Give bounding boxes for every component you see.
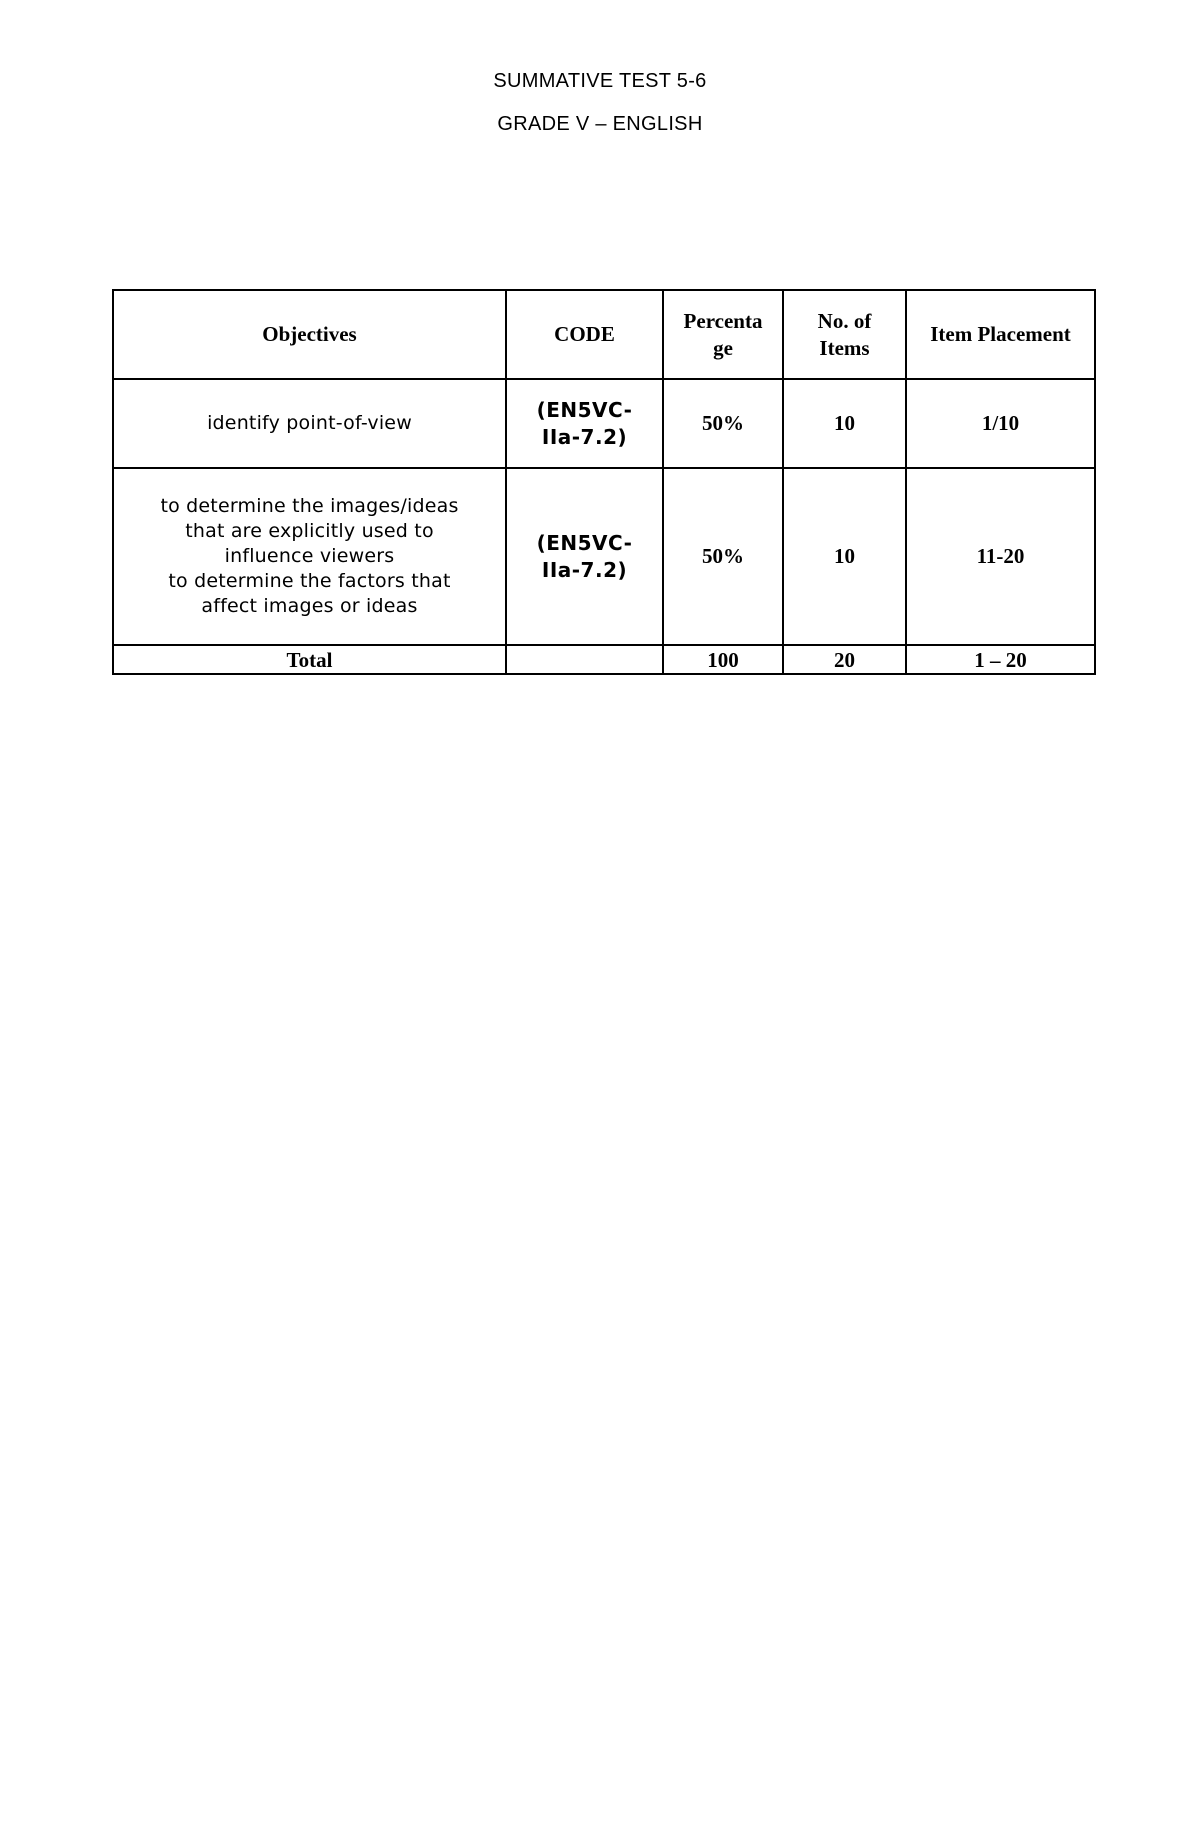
percentage-cell: 50%: [663, 468, 783, 645]
table-header-row: [113, 290, 1095, 379]
total-label: Total: [113, 645, 506, 674]
table-row: [113, 468, 1095, 645]
total-placement: 1 – 20: [906, 645, 1095, 674]
total-percentage: 100: [663, 645, 783, 674]
placement-cell: 11-20: [906, 468, 1095, 645]
items-cell: 10: [783, 468, 906, 645]
document-title: SUMMATIVE TEST 5-6: [493, 70, 707, 92]
document-subtitle: GRADE V – ENGLISH: [497, 113, 703, 135]
code-cell: (EN5VC- IIa-7.2): [506, 468, 663, 645]
percentage-cell: 50%: [663, 379, 783, 468]
header-no-of-items: No. of Items: [783, 290, 906, 379]
table-of-specifications: [112, 289, 1096, 675]
header-objectives: Objectives: [113, 290, 506, 379]
objective-cell: to determine the images/ideas that are explicitly used to influence viewers to determine the factors that affect images or ideas: [113, 468, 506, 645]
items-cell: 10: [783, 379, 906, 468]
header-code: CODE: [506, 290, 663, 379]
table-row: [113, 379, 1095, 468]
placement-cell: 1/10: [906, 379, 1095, 468]
header-percentage: Percenta ge: [663, 290, 783, 379]
table-total-row: [113, 645, 1095, 674]
header-item-placement: Item Placement: [906, 290, 1095, 379]
total-code-cell: [506, 645, 663, 674]
objective-cell: identify point-of-view: [113, 379, 506, 468]
code-cell: (EN5VC- IIa-7.2): [506, 379, 663, 468]
total-items: 20: [783, 645, 906, 674]
